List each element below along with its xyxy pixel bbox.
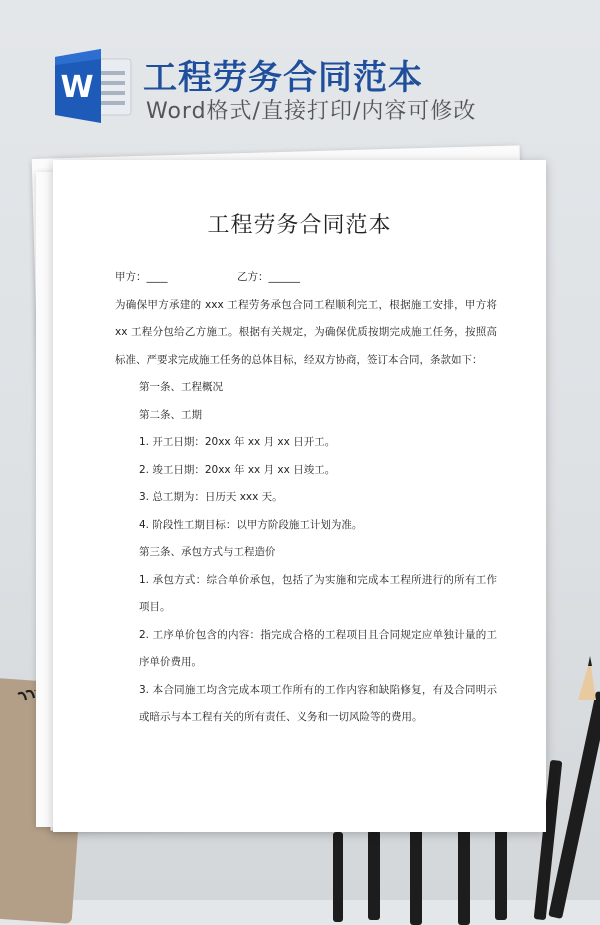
clause-item: 2. 竣工日期：20xx 年 xx 月 xx 日竣工。 (139, 463, 336, 476)
clause-item: 1. 开工日期：20xx 年 xx 月 xx 日开工。 (139, 436, 336, 448)
clause-item: 2. 工序单价包含的内容：指完成合格的工程项目且合同规定应单独计量的工序单价费用。 (139, 628, 497, 668)
clause-item: 3. 总工期为：日历天 xxx 天。 (139, 491, 283, 503)
parties-line (115, 264, 497, 292)
banner-title: 工程劳务合同范本 (143, 58, 423, 98)
word-logo-icon (55, 47, 133, 125)
intro-paragraph: 为确保甲方承建的 xxx 工程劳务承包合同工程顺利完工，根据施工安排，甲方将 xx 工程分包给乙方施工。根据有关规定，为确保优质按期完成施工任务，按照高标准、严要求完成施工任务的总体目标，经双方协商，签订本合同，条款如下： (115, 298, 497, 366)
clause-item: 1. 承包方式：综合单价承包，包括了为实施和完成本工程所进行的所有工作项目。 (139, 573, 497, 613)
clause-item: 3. 本合同施工均含完成本项工作所有的工作内容和缺陷修复，有及合同明示或暗示与本工程有关的所有责任、义务和一切风险等的费用。 (139, 683, 497, 723)
section-heading: 第一条、工程概况 (139, 381, 223, 393)
pencil-decoration (368, 830, 380, 920)
pencil-decoration (495, 820, 507, 920)
party-a: 甲方：____ (115, 271, 168, 283)
pencil-decoration (333, 832, 343, 922)
banner-subtitle: Word格式/直接打印/内容可修改 (146, 99, 477, 124)
section-heading: 第二条、工期 (139, 408, 202, 421)
pencil-tip-icon (576, 652, 600, 702)
document-page (53, 160, 546, 832)
clause-item: 4. 阶段性工期目标：以甲方阶段施工计划为准。 (139, 518, 363, 531)
svg-text:W: W (60, 70, 94, 105)
pencil-decoration (410, 825, 422, 925)
document-title: 工程劳务合同范本 (207, 213, 392, 238)
section-heading: 第三条、承包方式与工程造价 (139, 546, 276, 558)
party-b: 乙方：______ (237, 271, 300, 283)
document-body (115, 264, 497, 732)
